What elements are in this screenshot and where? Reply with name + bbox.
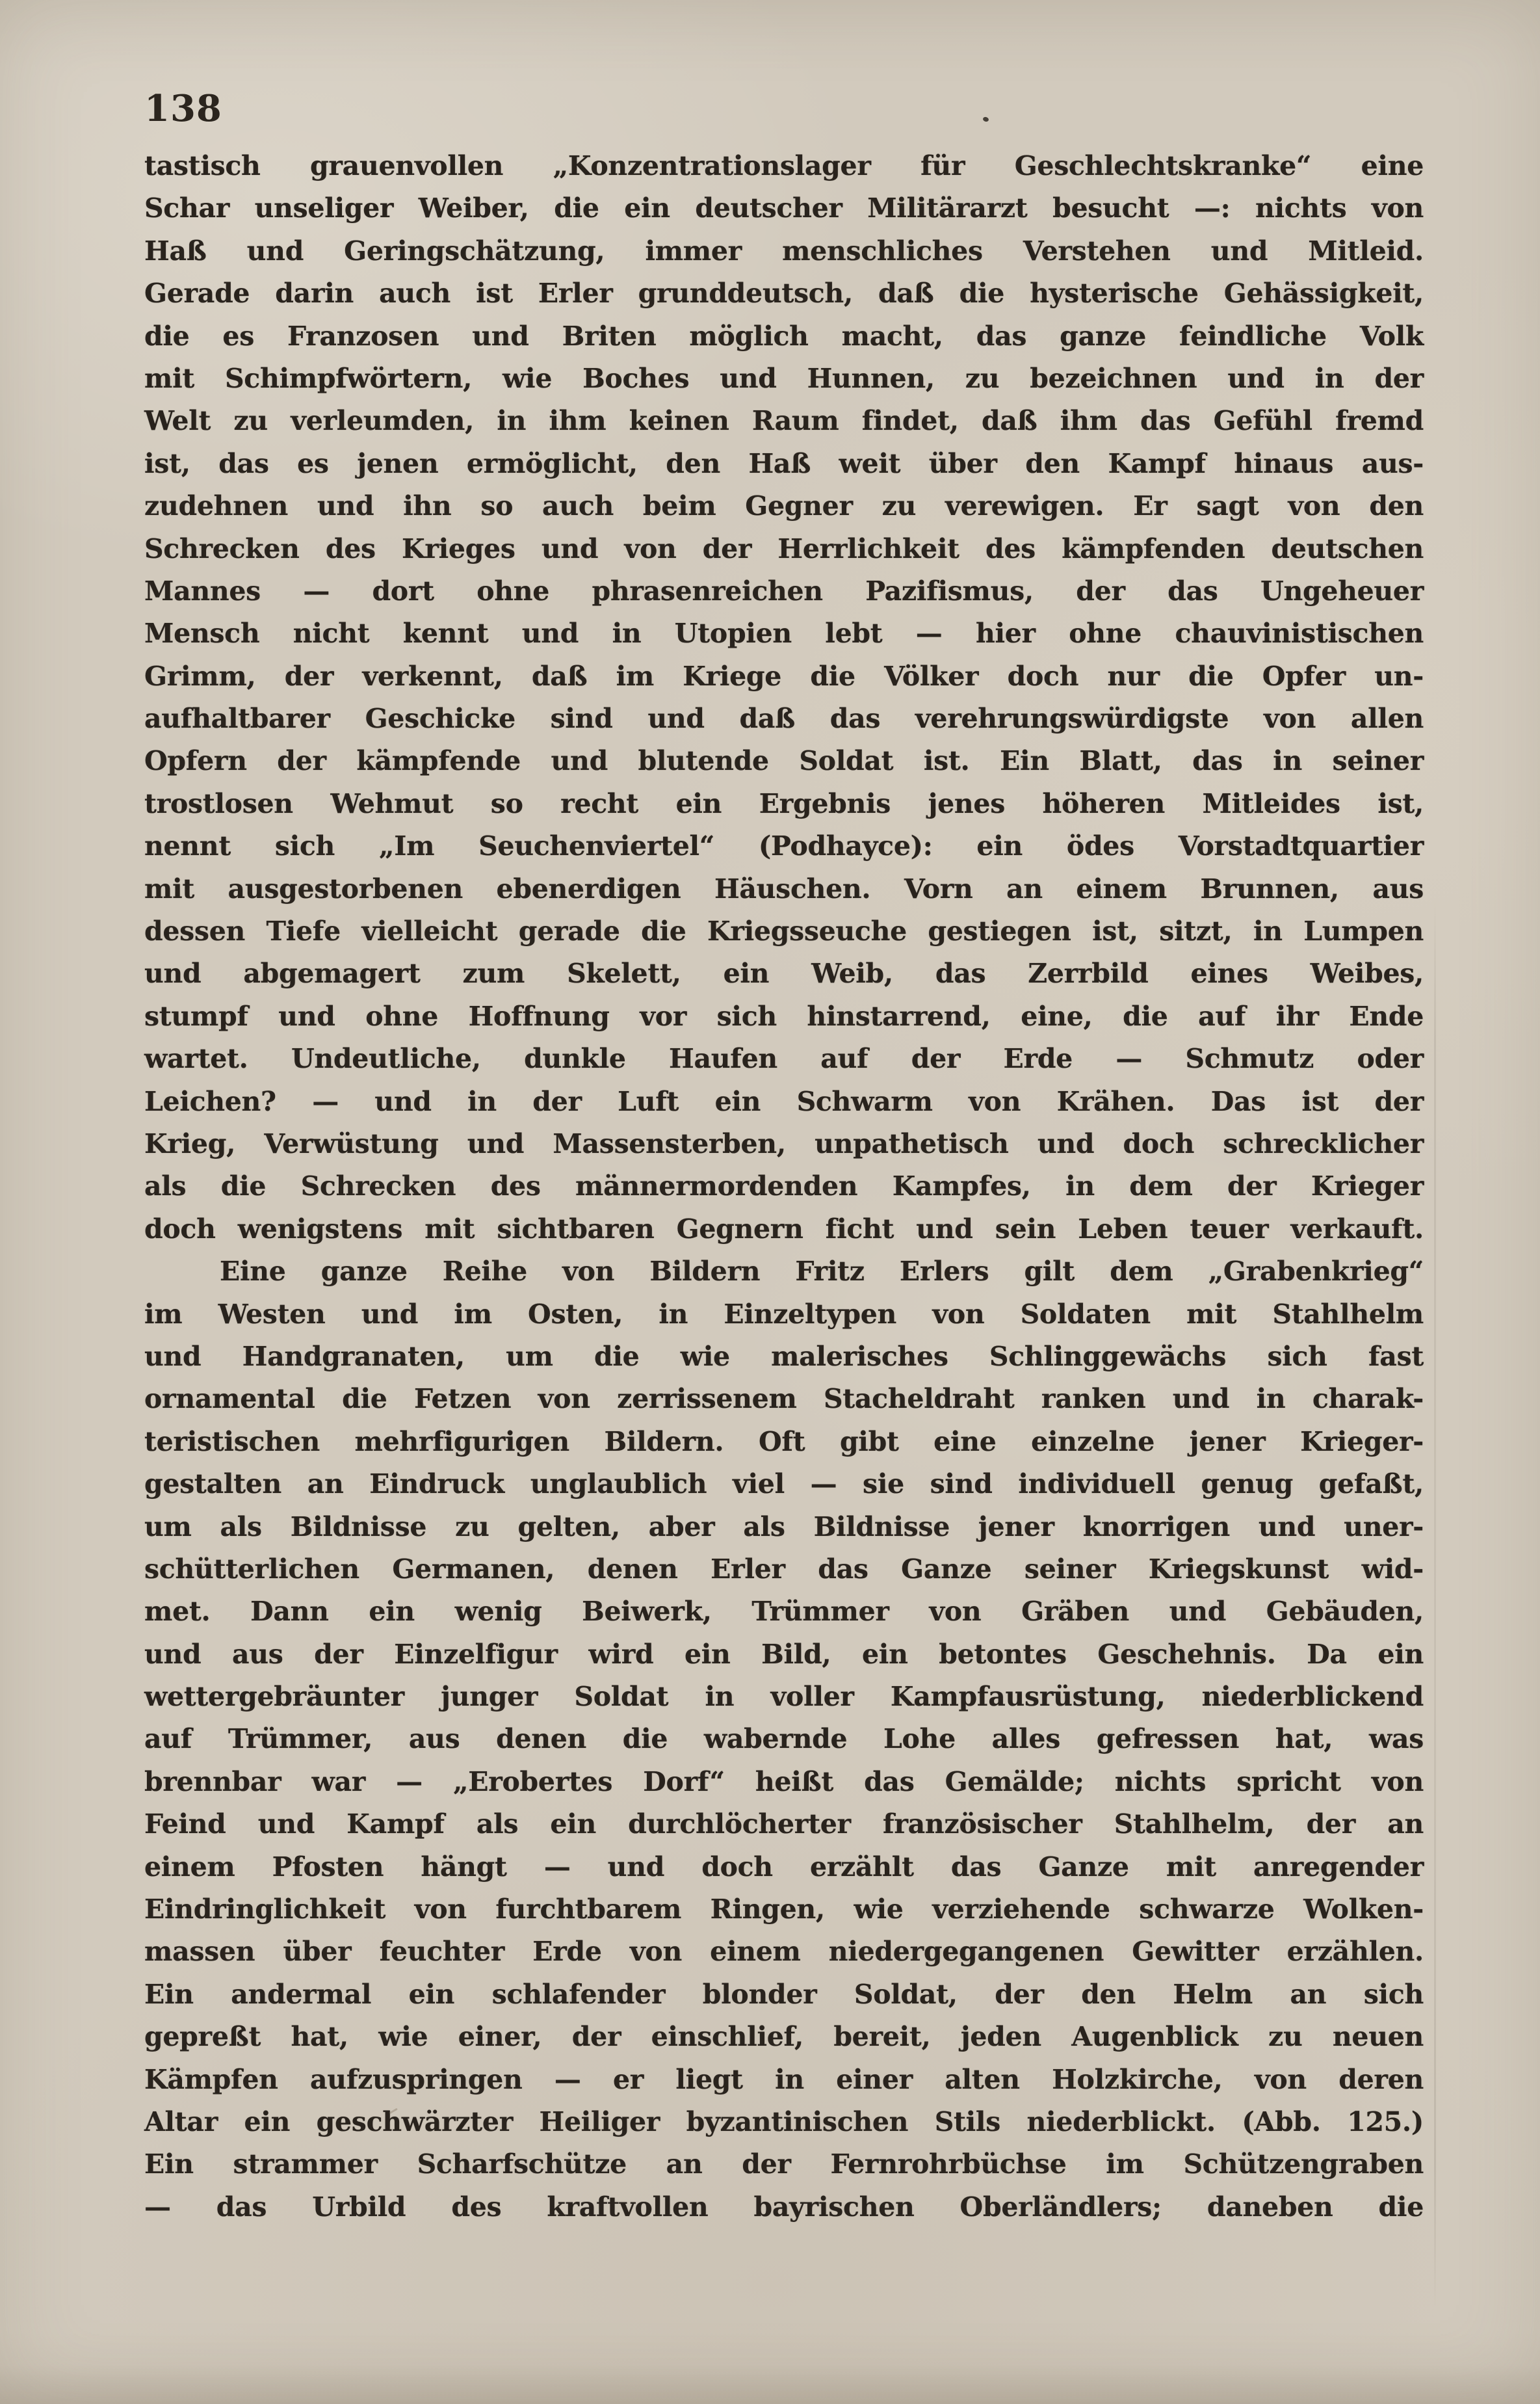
text-line: Gerade darin auch ist Erler grunddeutsch, daß die hysterische Gehässigkeit, xyxy=(144,278,1424,310)
text-line: einem Pfosten hängt — und doch erzählt das Ganze mit anregender xyxy=(144,1851,1424,1882)
text-line: als die Schrecken des männermordenden Kampfes, in dem der Krieger xyxy=(144,1170,1424,1202)
text-line: tastisch grauenvollen „Konzentrationslager für Geschlechtskranke“ eine xyxy=(144,150,1424,181)
text-line: Feind und Kampf als ein durchlöcherter französischer Stahlhelm, der an xyxy=(144,1808,1424,1840)
text-line: aufhaltbarer Geschicke sind und daß das verehrungswürdigste von allen xyxy=(144,703,1424,735)
page-number: 138 xyxy=(144,87,222,130)
scan-streak-artifact xyxy=(1434,897,1436,2308)
text-line: Krieg, Verwüstung und Massensterben, unpathetisch und doch schrecklicher xyxy=(144,1128,1424,1159)
text-line: — das Urbild des kraftvollen bayrischen Oberländlers; daneben die xyxy=(144,2191,1424,2223)
ink-speck xyxy=(982,116,989,123)
text-line: um als Bildnisse zu gelten, aber als Bildnisse jener knorrigen und uner- xyxy=(144,1511,1424,1542)
text-line: die es Franzosen und Briten möglich macht, das ganze feindliche Volk xyxy=(144,320,1424,352)
text-line: Mannes — dort ohne phrasenreichen Pazifismus, der das Ungeheuer xyxy=(144,575,1424,607)
text-line: met. Dann ein wenig Beiwerk, Trümmer von Gräben und Gebäuden, xyxy=(144,1596,1424,1628)
text-line: Leichen? — und in der Luft ein Schwarm von Krähen. Das ist der xyxy=(144,1085,1424,1117)
text-line: trostlosen Wehmut so recht ein Ergebnis jenes höheren Mitleides ist, xyxy=(144,787,1424,819)
text-line: Eindringlichkeit von furchtbarem Ringen, wie verziehende schwarze Wolken- xyxy=(144,1894,1424,1925)
text-line: wartet. Undeutliche, dunkle Haufen auf der Erde — Schmutz oder xyxy=(144,1043,1424,1075)
text-line: brennbar war — „Erobertes Dorf“ heißt das Gemälde; nichts spricht von xyxy=(144,1765,1424,1797)
text-line: ornamental die Fetzen von zerrissenem Stacheldraht ranken und in charak- xyxy=(144,1383,1424,1415)
text-line: ist, das es jenen ermöglicht, den Haß weit über den Kampf hinaus aus- xyxy=(144,447,1424,479)
text-line: auf Trümmer, aus denen die wabernde Lohe alles gefressen hat, was xyxy=(144,1723,1424,1755)
text-line: Ein andermal ein schlafender blonder Soldat, der den Helm an sich xyxy=(144,1978,1424,2010)
text-line: zudehnen und ihn so auch beim Gegner zu verewigen. Er sagt von den xyxy=(144,490,1424,522)
text-line: teristischen mehrfigurigen Bildern. Oft gibt eine einzelne jener Krieger- xyxy=(144,1425,1424,1457)
text-line: stumpf und ohne Hoffnung vor sich hinstarrend, eine, die auf ihr Ende xyxy=(144,1000,1424,1032)
text-line: Eine ganze Reihe von Bildern Fritz Erlers gilt dem „Grabenkrieg“ xyxy=(220,1256,1424,1288)
text-line: nennt sich „Im Seuchenviertel“ (Podhayce): ein ödes Vorstadtquartier xyxy=(144,830,1424,862)
text-line: schütterlichen Germanen, denen Erler das Ganze seiner Kriegskunst wid- xyxy=(144,1553,1424,1585)
text-line: im Westen und im Osten, in Einzeltypen von Soldaten mit Stahlhelm xyxy=(144,1298,1424,1330)
text-line: wettergebräunter junger Soldat in voller Kampfausrüstung, niederblickend xyxy=(144,1681,1424,1713)
text-line: dessen Tiefe vielleicht gerade die Kriegsseuche gestiegen ist, sitzt, in Lumpen xyxy=(144,916,1424,947)
text-line: Schar unseliger Weiber, die ein deutscher Militärarzt besucht —: nichts von xyxy=(144,192,1424,224)
text-line: massen über feuchter Erde von einem niedergegangenen Gewitter erzählen. xyxy=(144,1936,1424,1968)
text-line: Grimm, der verkennt, daß im Kriege die Völker doch nur die Opfer un- xyxy=(144,660,1424,692)
text-line: Ein strammer Scharfschütze an der Fernrohrbüchse im Schützengraben xyxy=(144,2148,1424,2180)
text-line: gepreßt hat, wie einer, der einschlief, bereit, jeden Augenblick zu neuen xyxy=(144,2021,1424,2053)
text-line: und Handgranaten, um die wie malerisches Schlinggewächs sich fast xyxy=(144,1340,1424,1372)
text-line: Haß und Geringschätzung, immer menschliches Verstehen und Mitleid. xyxy=(144,235,1424,267)
text-line: Welt zu verleumden, in ihm keinen Raum findet, daß ihm das Gefühl fremd xyxy=(144,405,1424,437)
text-line: mit ausgestorbenen ebenerdigen Häuschen. Vorn an einem Brunnen, aus xyxy=(144,873,1424,905)
text-line: und aus der Einzelfigur wird ein Bild, ein betontes Geschehnis. Da ein xyxy=(144,1638,1424,1670)
text-line: Schrecken des Krieges und von der Herrlichkeit des kämpfenden deutschen xyxy=(144,533,1424,564)
text-line: Opfern der kämpfende und blutende Soldat ist. Ein Blatt, das in seiner xyxy=(144,745,1424,777)
text-line: gestalten an Eindruck unglaublich viel — sie sind individuell genug gefaßt, xyxy=(144,1468,1424,1500)
text-line: Altar ein geschwärzter Heiliger byzantinischen Stils niederblickt. (Abb. 125.) xyxy=(144,2106,1424,2137)
text-line: Mensch nicht kennt und in Utopien lebt — hier ohne chauvinistischen xyxy=(144,618,1424,650)
body-text xyxy=(144,145,1424,2228)
text-line: mit Schimpfwörtern, wie Boches und Hunnen, zu bezeichnen und in der xyxy=(144,362,1424,394)
text-line: und abgemagert zum Skelett, ein Weib, das Zerrbild eines Weibes, xyxy=(144,958,1424,990)
text-line: doch wenigstens mit sichtbaren Gegnern ficht und sein Leben teuer verkauft. xyxy=(144,1213,1424,1245)
page-edge-shadow xyxy=(0,2365,1540,2404)
text-line: Kämpfen aufzuspringen — er liegt in einer alten Holzkirche, von deren xyxy=(144,2063,1424,2095)
